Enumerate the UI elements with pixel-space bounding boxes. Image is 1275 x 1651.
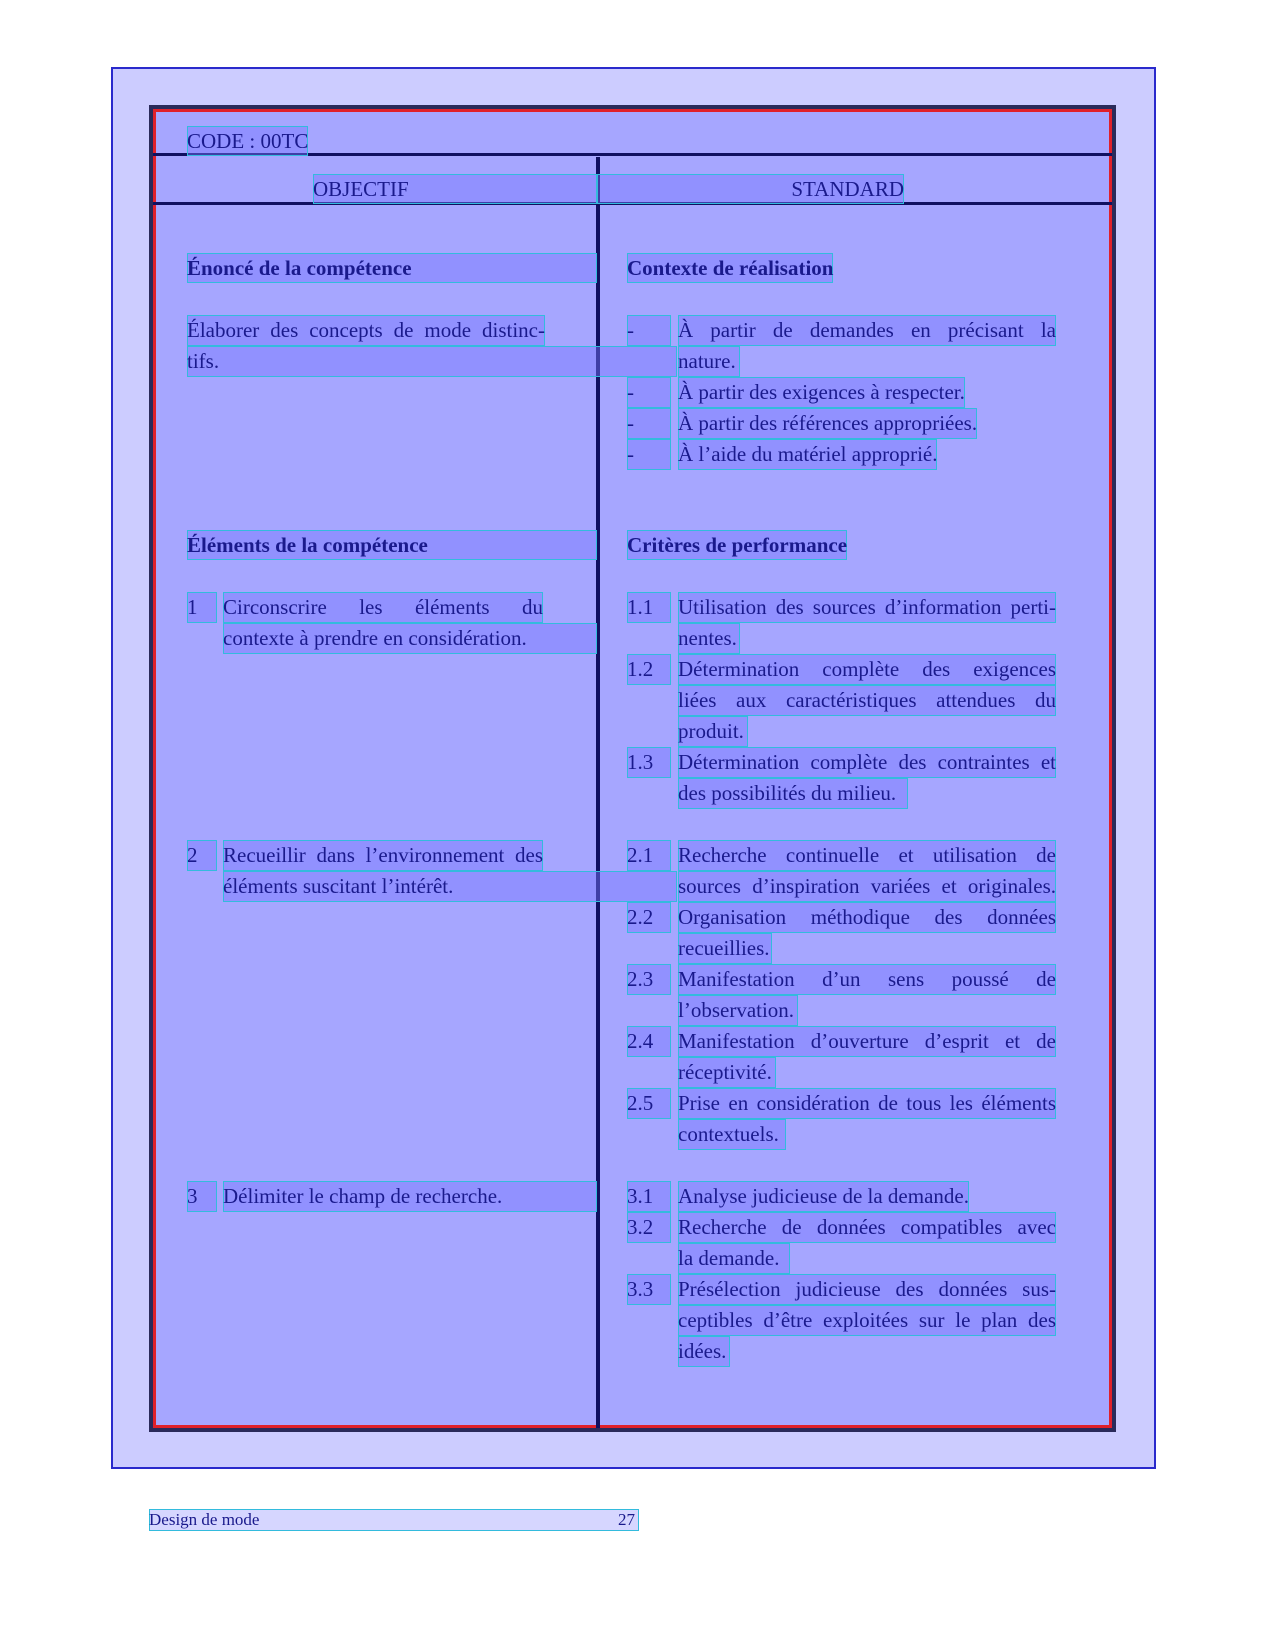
enonce-text: Élaborer des concepts de mode distinc- tifs. xyxy=(187,315,597,377)
page-footer xyxy=(149,1509,639,1531)
contexte-bullet: - xyxy=(627,439,671,470)
enonce-heading: Énoncé de la compétence xyxy=(187,253,597,283)
contexte-bullet: - xyxy=(627,315,671,346)
elements-heading: Éléments de la compétence xyxy=(187,530,597,560)
header-standard: STANDARD xyxy=(597,174,904,204)
page-number: 27 xyxy=(618,1510,635,1529)
contexte-bullet: - xyxy=(627,408,671,439)
criteres-heading: Critères de performance xyxy=(627,530,847,560)
contexte-heading: Contexte de réalisation xyxy=(627,253,833,283)
footer-title: Design de mode xyxy=(149,1510,260,1529)
header-objectif: OBJECTIF xyxy=(313,174,597,204)
competency-code: CODE : 00TC xyxy=(187,126,308,156)
contexte-bullet: - xyxy=(627,377,671,408)
